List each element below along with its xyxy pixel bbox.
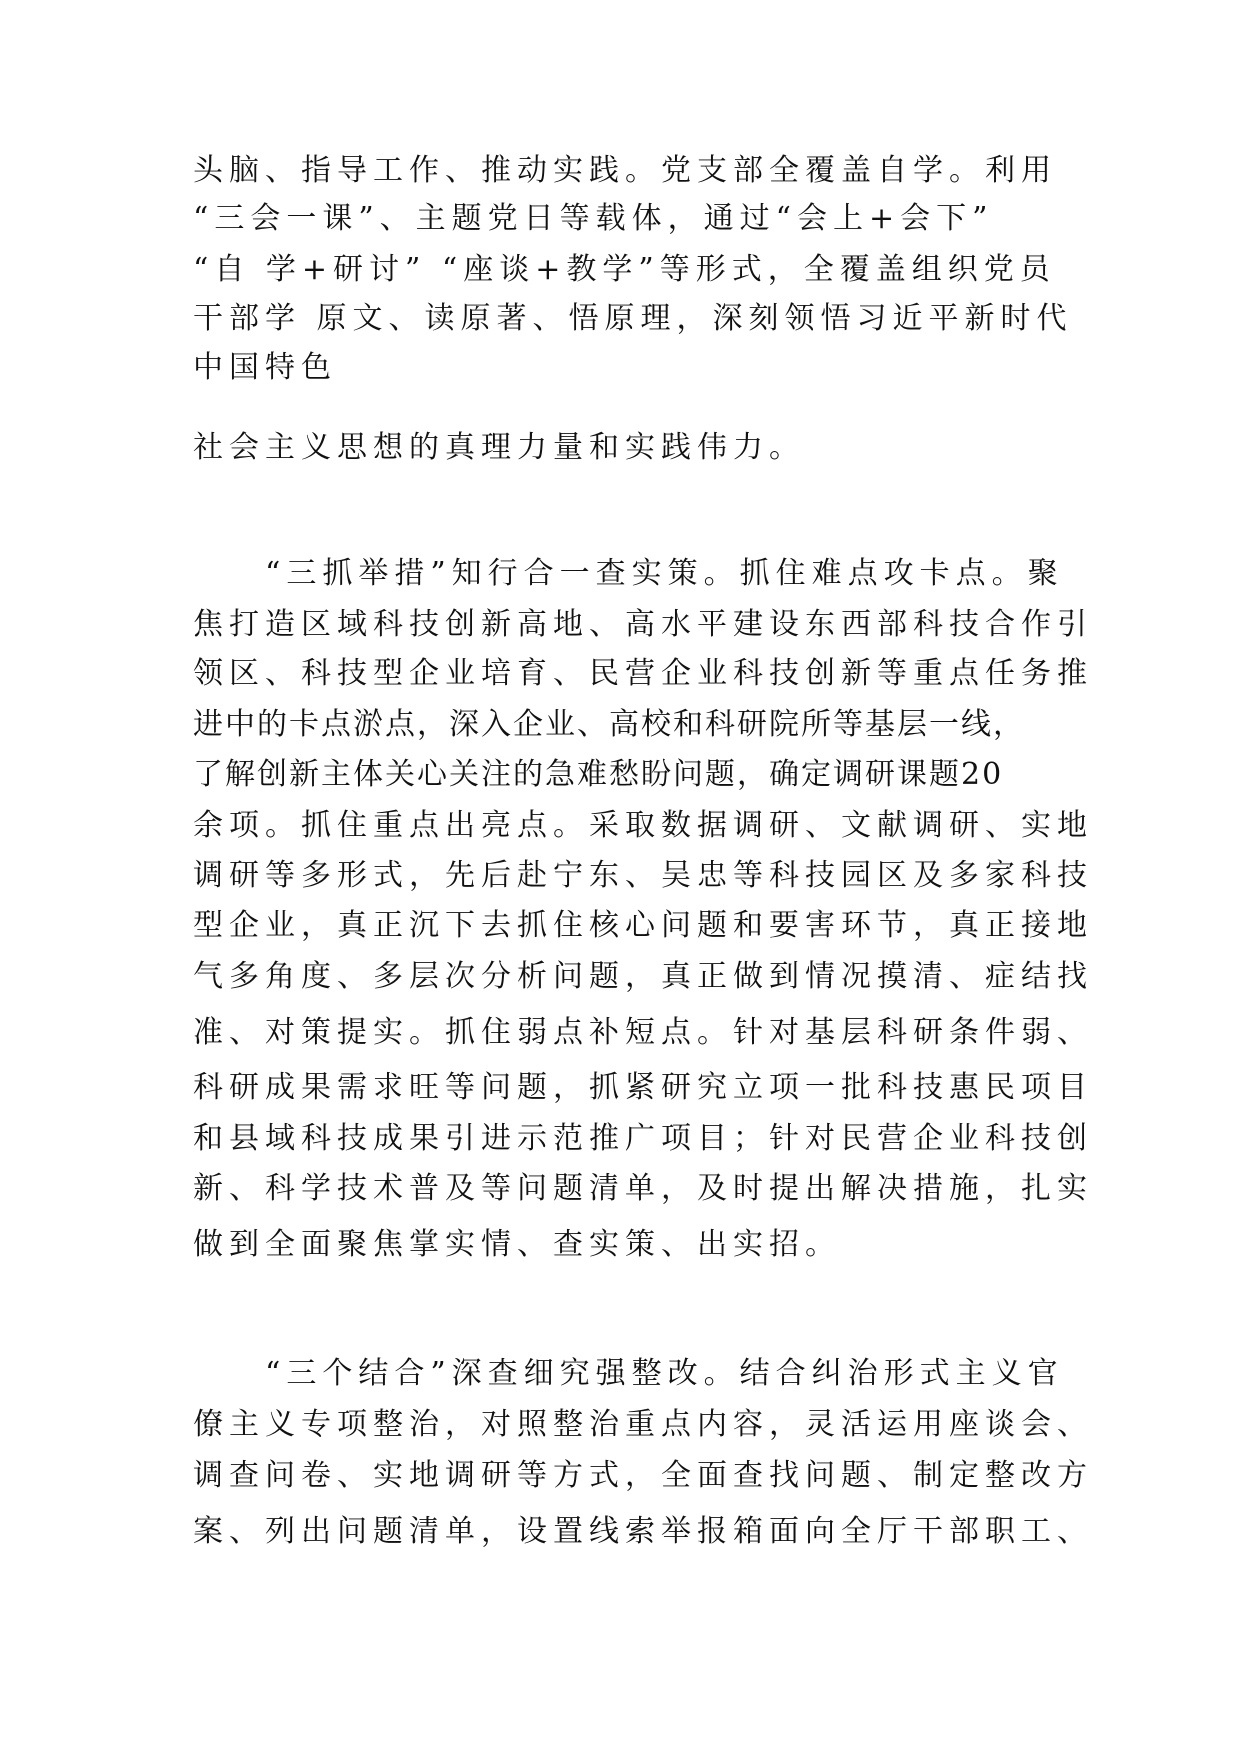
text-line: 焦打造区域科技创新高地、高水平建设东西部科技合作引 — [193, 607, 1093, 642]
text-line: “自 学+研讨” “座谈+教学”等形式，全覆盖组织党员 — [193, 252, 1056, 287]
text-line: 头脑、指导工作、推动实践。党支部全覆盖自学。利用 — [193, 153, 1057, 188]
text-line: 僚主义专项整治，对照整治重点内容，灵活运用座谈会、 — [193, 1407, 1093, 1442]
text-line: 了解创新主体关心关注的急难愁盼问题，确定调研课题20 — [193, 757, 1004, 792]
text-line: 和县域科技成果引进示范推广项目；针对民营企业科技创 — [193, 1121, 1093, 1156]
paragraph-first-line: “三个结合”深查细究强整改。结合纠治形式主义官 — [265, 1356, 1064, 1391]
text-line: 进中的卡点淤点，深入企业、高校和科研院所等基层一线， — [193, 707, 1025, 742]
text-line: 调研等多形式，先后赴宁东、吴忠等科技园区及多家科技 — [193, 858, 1093, 893]
text-line: 中国特色 — [193, 350, 337, 385]
text-line: 新、科学技术普及等问题清单，及时提出解决措施，扎实 — [193, 1171, 1093, 1206]
text-line: 调查问卷、实地调研等方式，全面查找问题、制定整改方 — [193, 1458, 1093, 1493]
text-line: 准、对策提实。抓住弱点补短点。针对基层科研条件弱、 — [193, 1015, 1093, 1050]
text-line: 型企业，真正沉下去抓住核心问题和要害环节，真正接地 — [193, 908, 1093, 943]
text-line: 气多角度、多层次分析问题，真正做到情况摸清、症结找 — [193, 959, 1093, 994]
paragraph-first-line: “三抓举措”知行合一查实策。抓住难点攻卡点。聚 — [265, 556, 1064, 591]
text-line: 案、列出问题清单，设置线索举报箱面向全厅干部职工、 — [193, 1514, 1093, 1549]
text-line: 领区、科技型企业培育、民营企业科技创新等重点任务推 — [193, 656, 1093, 691]
text-line: 科研成果需求旺等问题，抓紧研究立项一批科技惠民项目 — [193, 1070, 1093, 1105]
text-line: 社会主义思想的真理力量和实践伟力。 — [193, 430, 805, 465]
text-line: 余项。抓住重点出亮点。采取数据调研、文献调研、实地 — [193, 808, 1093, 843]
text-line: 干部学 原文、读原著、悟原理，深刻领悟习近平新时代 — [193, 301, 1073, 336]
text-line: “三会一课”、主题党日等载体，通过“会上+会下” — [193, 201, 994, 236]
text-line: 做到全面聚焦掌实情、查实策、出实招。 — [193, 1227, 841, 1262]
